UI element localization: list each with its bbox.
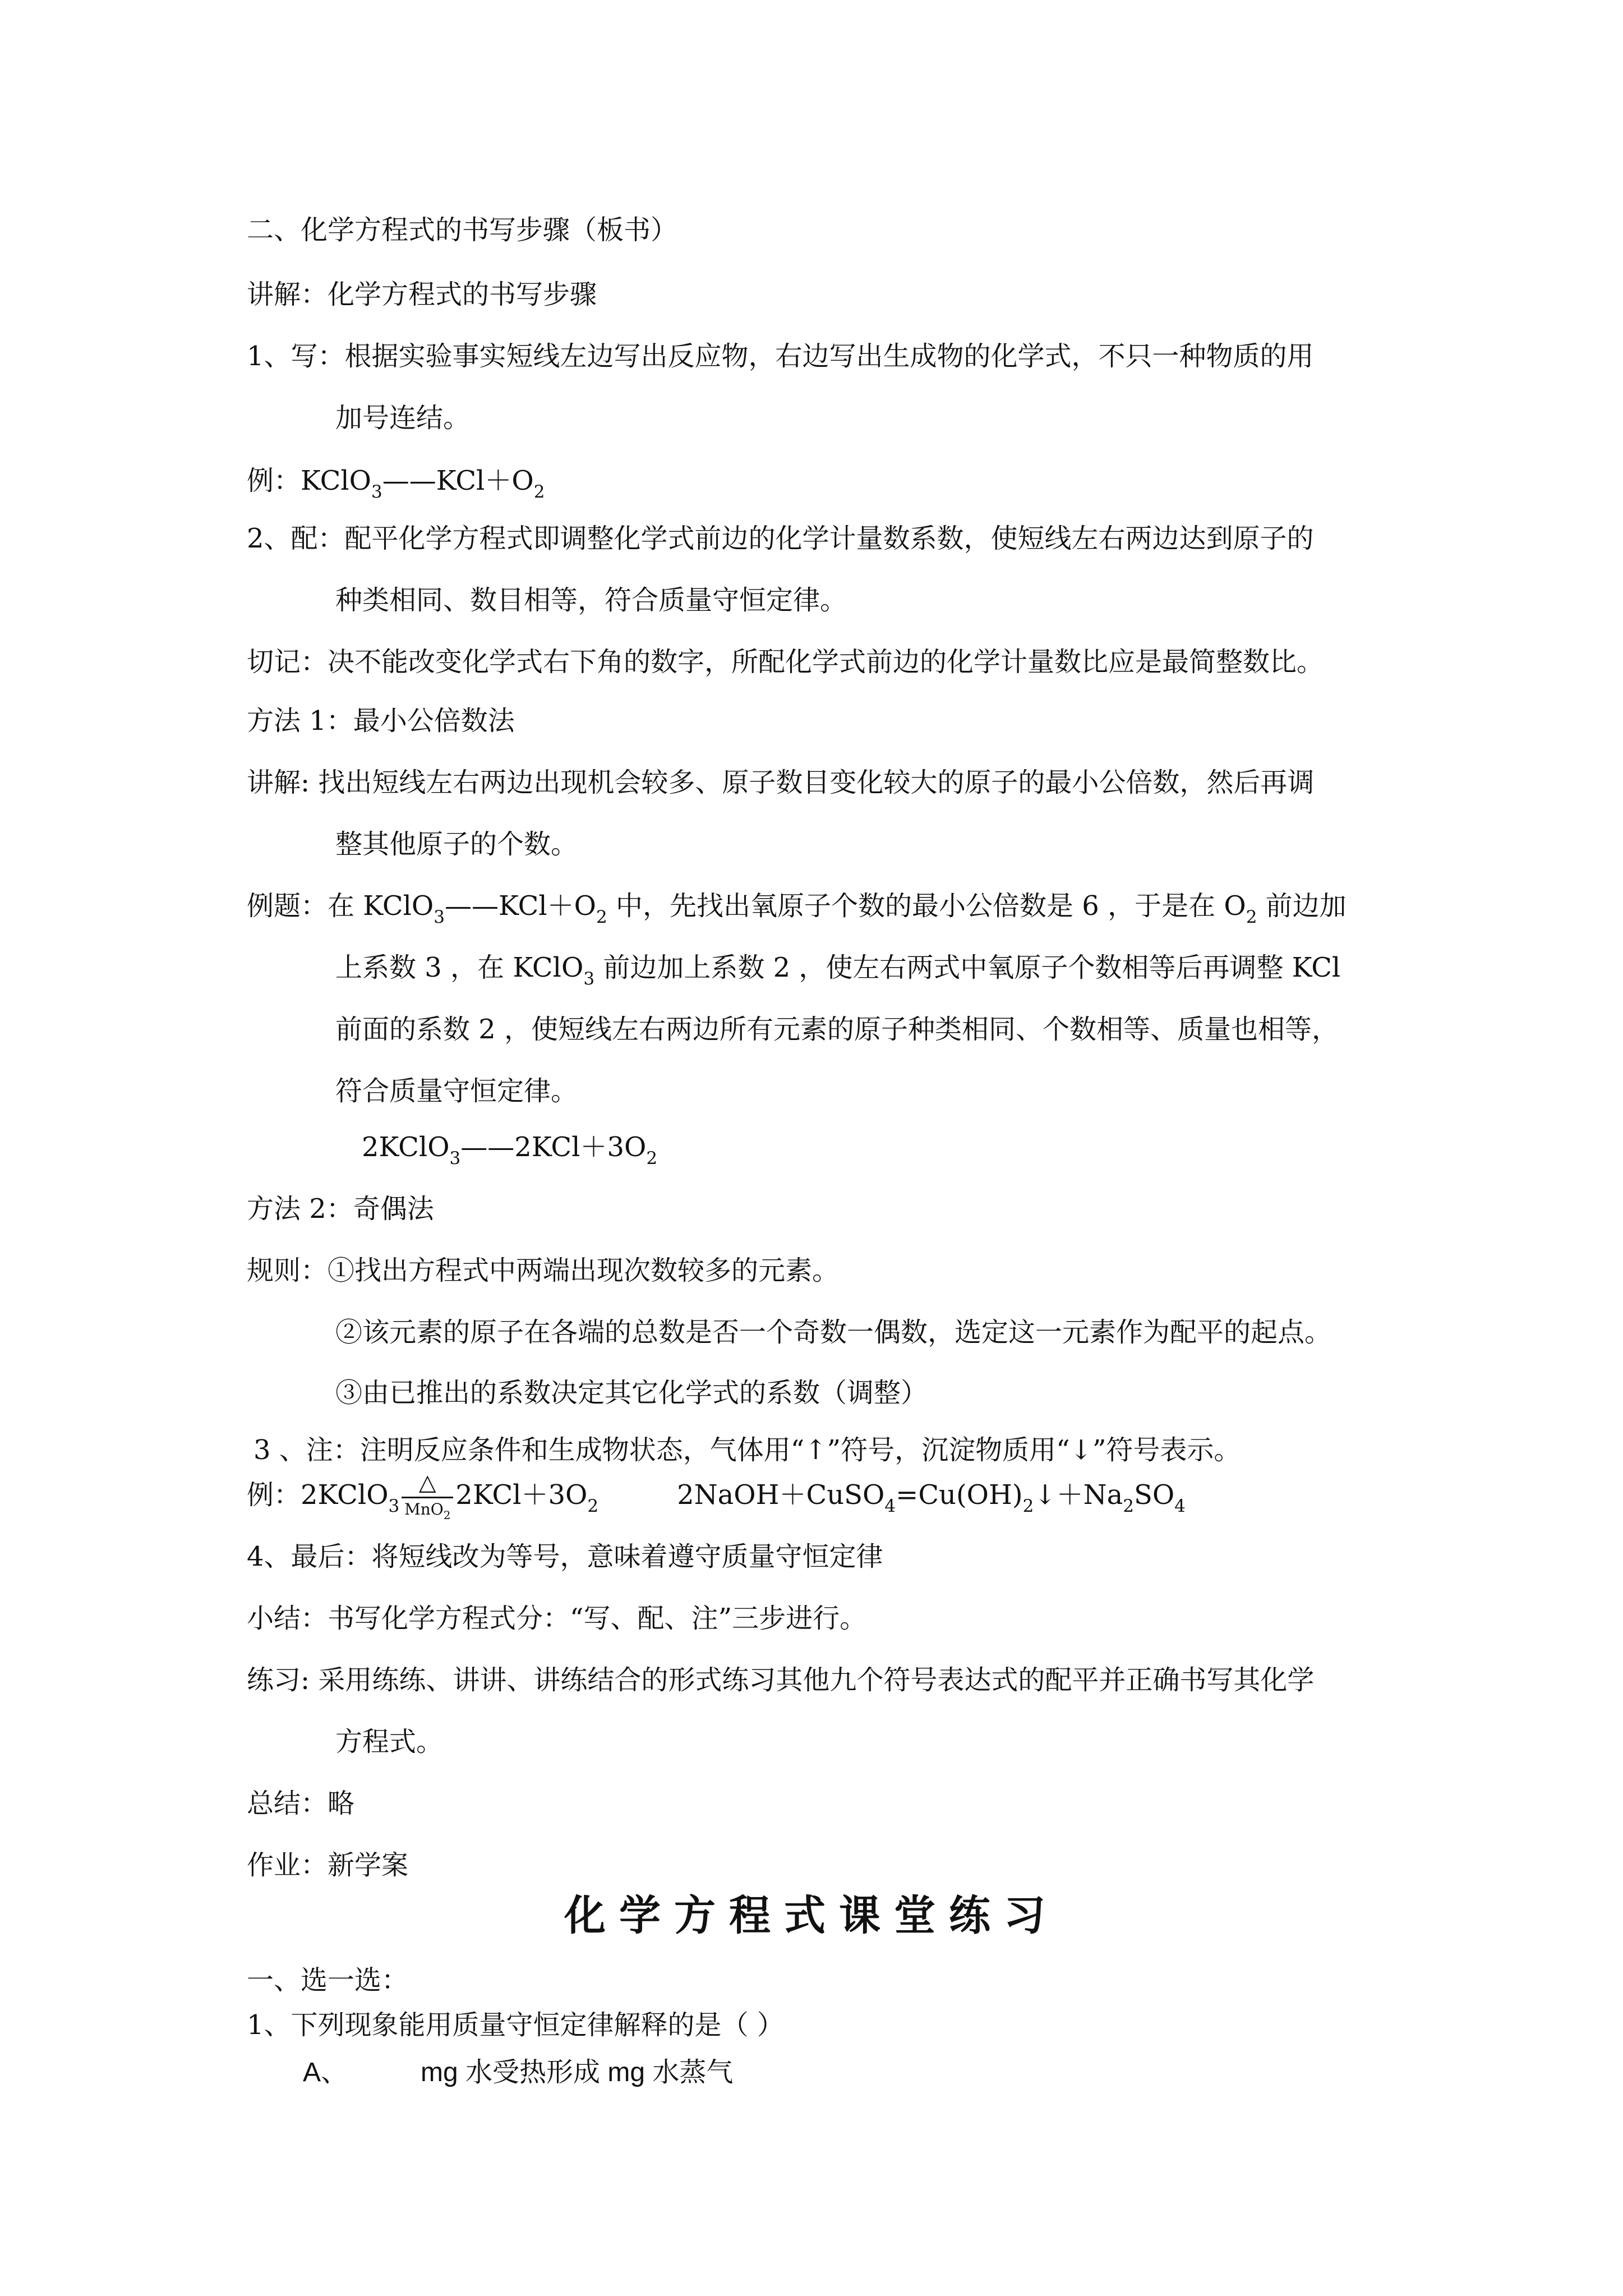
text-run: 前边加 bbox=[1257, 890, 1347, 922]
text-run: SO bbox=[1133, 1479, 1175, 1511]
reaction-condition bbox=[399, 1470, 455, 1522]
method-heading bbox=[247, 1192, 434, 1226]
text-line: 规则：①找出方程式中两端出现次数较多的元素。 bbox=[247, 1255, 840, 1286]
paragraph-line bbox=[335, 1074, 578, 1108]
text-run: 例：KClO bbox=[247, 465, 372, 496]
paragraph-line bbox=[335, 1013, 1339, 1046]
heat-symbol: △ bbox=[418, 1470, 436, 1496]
text-line: 种类相同、数目相等，符合质量守恒定律。 bbox=[335, 585, 847, 616]
subscript: 3 bbox=[371, 482, 382, 502]
text-line: 4、最后：将短线改为等号，意味着遵守质量守恒定律 bbox=[247, 1541, 883, 1572]
subscript: 2 bbox=[646, 1148, 658, 1168]
text-run: 上系数 3 ，在 KClO bbox=[335, 952, 584, 983]
subscript: 3 bbox=[583, 969, 595, 989]
rule-line bbox=[335, 1315, 1331, 1349]
paragraph-line bbox=[335, 583, 847, 617]
text-line: 符合质量守恒定律。 bbox=[335, 1075, 578, 1107]
subscript: 3 bbox=[388, 1496, 400, 1516]
equation-line bbox=[362, 1130, 658, 1168]
exercise-title: 化学方程式课堂练习 bbox=[564, 1892, 1059, 1940]
subscript: 3 bbox=[434, 907, 445, 927]
text-run: MnO bbox=[404, 1500, 444, 1519]
paragraph-line bbox=[335, 951, 1341, 989]
text-line: 二、化学方程式的书写步骤（板书） bbox=[247, 214, 678, 246]
text-run: 2NaOH＋CuSO bbox=[677, 1479, 885, 1511]
text-line: 方法 2：奇偶法 bbox=[247, 1193, 434, 1225]
text-line: 总结：略 bbox=[247, 1788, 355, 1819]
subscript: 2 bbox=[596, 907, 607, 927]
paragraph-line bbox=[335, 827, 578, 861]
text-line: ③由已推出的系数决定其它化学式的系数（调整） bbox=[335, 1377, 928, 1409]
text-run: 前边加上系数 2 ，使左右两式中氧原子个数相等后再调整 KCl bbox=[594, 952, 1341, 983]
subscript: 2 bbox=[1246, 907, 1257, 927]
paragraph-line bbox=[247, 339, 1314, 373]
subscript: 2 bbox=[1022, 1496, 1034, 1516]
section-heading bbox=[247, 1963, 408, 1997]
paragraph-line bbox=[335, 401, 470, 435]
text-run: ——KCl＋O bbox=[445, 890, 597, 922]
text-run: 例题：在 KClO bbox=[247, 890, 434, 922]
text-line: 方法 1：最小公倍数法 bbox=[247, 705, 515, 737]
paragraph-line bbox=[247, 1602, 866, 1635]
text-run: 2KCl＋3O bbox=[455, 1479, 588, 1511]
paragraph-line bbox=[247, 766, 1314, 799]
subscript: 2 bbox=[1123, 1496, 1134, 1516]
method-heading bbox=[247, 704, 515, 738]
subscript: 4 bbox=[884, 1496, 896, 1516]
text-line: 1、写：根据实验事实短线左边写出反应物，右边写出生成物的化学式，不只一种物质的用 bbox=[247, 341, 1314, 372]
text-line: 2、配：配平化学方程式即调整化学式前边的化学计量数系数，使短线左右两边达到原子的 bbox=[247, 523, 1314, 554]
text-line: 讲解: 找出短线左右两边出现机会较多、原子数目变化较大的原子的最小公倍数，然后再调 bbox=[247, 767, 1315, 798]
text-line: 小结：书写化学方程式分：“写、配、注”三步进行。 bbox=[247, 1603, 867, 1634]
text-line: 整其他原子的个数。 bbox=[335, 829, 578, 860]
text-line: 加号连结。 bbox=[335, 402, 471, 434]
subscript: 2 bbox=[443, 1508, 451, 1522]
paragraph-line bbox=[247, 645, 1324, 679]
text-line: 1、下列现象能用质量守恒定律解释的是（ ） bbox=[247, 2009, 784, 2041]
reaction-bar bbox=[402, 1497, 453, 1498]
catalyst-label bbox=[399, 1501, 455, 1520]
paragraph-line bbox=[247, 1848, 408, 1882]
paragraph-line bbox=[247, 889, 1347, 927]
subscript: 4 bbox=[1174, 1496, 1186, 1516]
text-line: ②该元素的原子在各端的总数是否一个奇数一偶数，选定这一元素作为配平的起点。 bbox=[335, 1317, 1332, 1348]
option-letter: A、 bbox=[303, 2058, 348, 2087]
text-line: 一、选一选： bbox=[247, 1964, 409, 1996]
option-text: mg 水受热形成 mg 水蒸气 bbox=[421, 2058, 734, 2087]
paragraph-line bbox=[247, 522, 1314, 555]
text-line: 讲解：化学方程式的书写步骤 bbox=[247, 279, 597, 310]
text-line: 作业：新学案 bbox=[247, 1849, 409, 1881]
paragraph-line bbox=[247, 1540, 883, 1573]
subscript: 2 bbox=[533, 482, 545, 502]
text-run: ——2KCl＋3O bbox=[460, 1131, 647, 1163]
paragraph-line bbox=[247, 1787, 354, 1820]
rule-line bbox=[335, 1376, 928, 1410]
rule-line bbox=[247, 1254, 839, 1287]
paragraph-line bbox=[247, 1663, 1314, 1697]
text-run: ——KCl＋O bbox=[382, 465, 534, 496]
text-line: 切记：决不能改变化学式右下角的数字，所配化学式前边的化学计量数比应是最简整数比。 bbox=[247, 646, 1324, 678]
option-line bbox=[303, 2056, 733, 2090]
paragraph-line bbox=[335, 1725, 443, 1759]
text-run: ↓＋Na bbox=[1034, 1479, 1123, 1511]
equation-line bbox=[247, 1470, 1186, 1522]
paragraph-line bbox=[253, 1433, 1241, 1467]
text-line: 前面的系数 2 ，使短线左右两边所有元素的原子种类相同、个数相等、质量也相等， bbox=[335, 1014, 1339, 1045]
text-run: 中，先找出氧原子个数的最小公倍数是 6 ，于是在 O bbox=[607, 890, 1246, 922]
paragraph-line bbox=[247, 278, 597, 311]
equation-line bbox=[247, 464, 545, 502]
text-line: 3 、注：注明反应条件和生成物状态，气体用“↑”符号，沉淀物质用“↓”符号表示。 bbox=[253, 1434, 1241, 1466]
subscript: 3 bbox=[449, 1148, 461, 1168]
text-run: =Cu(OH) bbox=[896, 1479, 1023, 1511]
question-line bbox=[247, 2008, 784, 2042]
subscript: 2 bbox=[587, 1496, 599, 1516]
section-heading bbox=[247, 213, 677, 247]
text-run: 2KClO bbox=[362, 1131, 450, 1163]
text-line: 练习: 采用练练、讲讲、讲练结合的形式练习其他九个符号表达式的配平并正确书写其化学 bbox=[247, 1664, 1315, 1696]
text-line: 方程式。 bbox=[335, 1726, 444, 1757]
text-run: 例：2KClO bbox=[247, 1479, 389, 1511]
